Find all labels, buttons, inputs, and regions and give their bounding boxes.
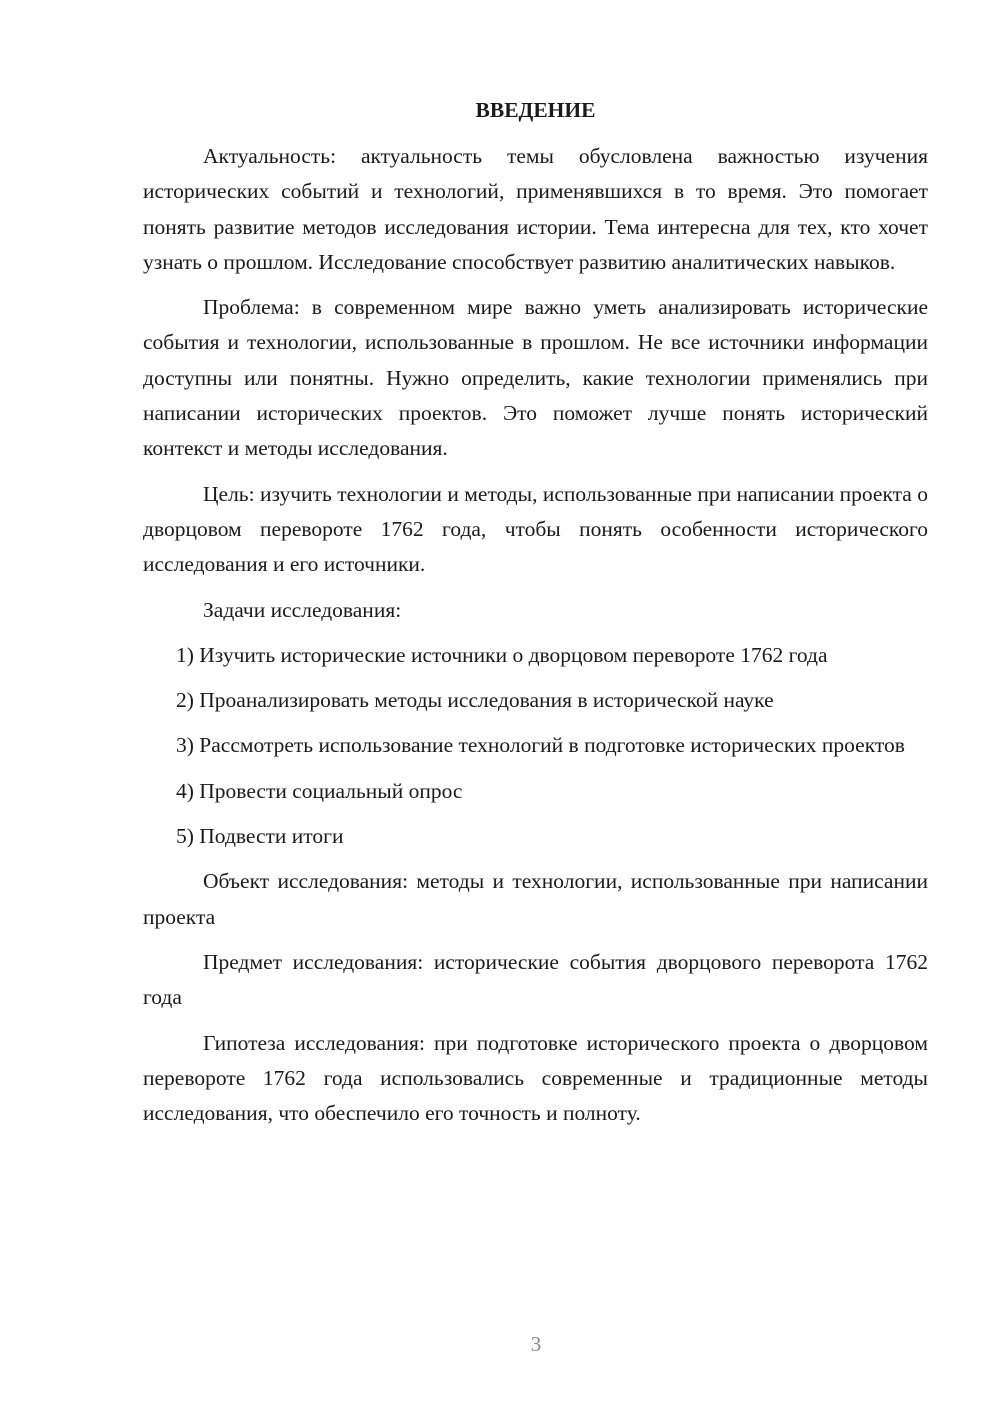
page-number: 3 — [530, 1332, 542, 1356]
goal-paragraph: Цель: изучить технологии и методы, использованные при написании проекта о дворцовом перевороте 1762 года, чтобы понять особенности исторического исследования и его источники. — [143, 481, 928, 577]
document-title: ВВЕДЕНИЕ — [475, 98, 596, 122]
object-paragraph: Объект исследования: методы и технологии, использованные при написании проекта — [143, 869, 928, 929]
subject-paragraph: Предмет исследования: исторические события дворцового переворота 1762 года — [143, 949, 928, 1010]
tasks-heading: Задачи исследования: — [203, 597, 402, 622]
hypothesis-paragraph: Гипотеза исследования: при подготовке исторического проекта о дворцовом перевороте 1762 года использовались современные и традиционные методы исследования, что обеспечило его точность и полноту. — [143, 1030, 928, 1126]
task-item-5: 5) Подвести итоги — [176, 824, 344, 849]
relevance-paragraph: Актуальность: актуальность темы обусловлена важностью изучения исторических событий и технологий, применявшихся в то время. Это помогает понять развитие методов исследования истории. Тема интересна для тех, кто хочет узнать о прошлом. Исследование способствует развитию аналитических навыков. — [143, 144, 928, 274]
task-item-3: 3) Рассмотреть использование технологий в подготовке исторических проектов — [176, 733, 905, 758]
document-page — [143, 94, 928, 1141]
task-item-4: 4) Провести социальный опрос — [176, 778, 463, 803]
task-item-1: 1) Изучить исторические источники о дворцовом перевороте 1762 года — [176, 642, 828, 667]
task-item-2: 2) Проанализировать методы исследования в исторической науке — [176, 688, 774, 713]
problem-paragraph: Проблема: в современном мире важно уметь анализировать исторические события и технологии, использованные в прошлом. Не все источники информации доступны или понятны. Нужно определить, какие технологии применялись при написании исторических проектов. Это поможет лучше понять исторический контекст и методы исследования. — [143, 295, 928, 461]
